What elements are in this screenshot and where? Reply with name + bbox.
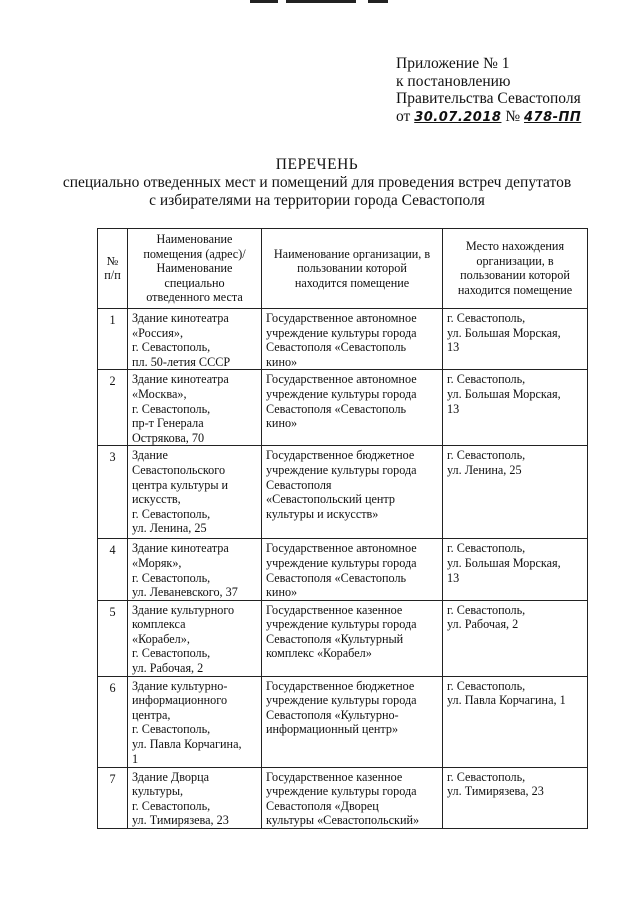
row-organization: Государственное бюджетное учреждение культуры города Севастополя «Культурно- информационный центр» xyxy=(262,676,443,767)
row-place: Здание кинотеатра «Москва», г. Севастополь, пр-т Генерала Острякова, 70 xyxy=(128,370,262,446)
header-place: Наименование помещения (адрес)/ Наименование специально отведенного места xyxy=(128,229,262,309)
row-location: г. Севастополь, ул. Большая Морская, 13 xyxy=(443,539,588,600)
row-number: 5 xyxy=(98,600,128,676)
title-line-2: с избирателями на территории города Севастополя xyxy=(149,192,485,209)
appendix-date-line xyxy=(396,108,581,127)
row-number: 3 xyxy=(98,446,128,539)
row-number: 1 xyxy=(98,308,128,369)
appendix-line-2: к постановлению xyxy=(396,72,511,90)
row-place: Здание культурно- информационного центра, г. Севастополь, ул. Павла Корчагина, 1 xyxy=(128,676,262,767)
row-place: Здание культурного комплекса «Корабел», г. Севастополь, ул. Рабочая, 2 xyxy=(128,600,262,676)
appendix-line-1: Приложение № 1 xyxy=(396,55,510,72)
row-location: г. Севастополь, ул. Большая Морская, 13 xyxy=(443,370,588,446)
row-organization: Государственное автономное учреждение культуры города Севастополя «Севастополь кино» xyxy=(262,370,443,446)
table-row xyxy=(98,446,588,539)
header-location: Место нахождения организации, в пользовании которой находится помещение xyxy=(443,229,588,309)
number-value: 478-ПП xyxy=(524,109,582,125)
title-heading: ПЕРЕЧЕНЬ xyxy=(275,156,359,173)
row-place: Здание Дворца культуры, г. Севастополь, ул. Тимирязева, 23 xyxy=(128,767,262,828)
header-organization: Наименование организации, в пользовании которой находится помещение xyxy=(262,229,443,309)
row-location: г. Севастополь, ул. Ленина, 25 xyxy=(443,446,588,539)
table-row xyxy=(98,539,588,600)
number-prefix: № xyxy=(505,107,521,125)
row-location: г. Севастополь, ул. Рабочая, 2 xyxy=(443,600,588,676)
row-place: Здание кинотеатра «Моряк», г. Севастополь, ул. Леваневского, 37 xyxy=(128,539,262,600)
row-organization: Государственное автономное учреждение культуры города Севастополя «Севастополь кино» xyxy=(262,308,443,369)
header-number: № п/п xyxy=(98,229,128,309)
row-location: г. Севастополь, ул. Тимирязева, 23 xyxy=(443,767,588,828)
places-table xyxy=(97,228,588,829)
top-scan-artifact xyxy=(250,0,390,4)
date-value: 30.07.2018 xyxy=(414,109,502,125)
row-number: 7 xyxy=(98,767,128,828)
date-prefix: от xyxy=(396,107,411,125)
appendix-block xyxy=(396,55,581,126)
table-row xyxy=(98,767,588,828)
table-row xyxy=(98,676,588,767)
document-title xyxy=(0,156,634,210)
row-place: Здание Севастопольского центра культуры и искусств, г. Севастополь, ул. Ленина, 25 xyxy=(128,446,262,539)
table-header-row xyxy=(98,229,588,309)
table-row xyxy=(98,308,588,369)
row-organization: Государственное казенное учреждение культуры города Севастополя «Дворец культуры «Севастопольский» xyxy=(262,767,443,828)
table-row xyxy=(98,600,588,676)
row-location: г. Севастополь, ул. Павла Корчагина, 1 xyxy=(443,676,588,767)
title-line-1: специально отведенных мест и помещений для проведения встреч депутатов xyxy=(62,174,572,191)
row-organization: Государственное бюджетное учреждение культуры города Севастополя «Севастопольский центр культуры и искусств» xyxy=(262,446,443,539)
row-number: 4 xyxy=(98,539,128,600)
row-place: Здание кинотеатра «Россия», г. Севастополь, пл. 50-летия СССР xyxy=(128,308,262,369)
row-number: 6 xyxy=(98,676,128,767)
appendix-line-3: Правительства Севастополя xyxy=(396,90,581,107)
table-row xyxy=(98,370,588,446)
row-organization: Государственное казенное учреждение культуры города Севастополя «Культурный комплекс «Корабел» xyxy=(262,600,443,676)
row-number: 2 xyxy=(98,370,128,446)
row-organization: Государственное автономное учреждение культуры города Севастополя «Севастополь кино» xyxy=(262,539,443,600)
row-location: г. Севастополь, ул. Большая Морская, 13 xyxy=(443,308,588,369)
